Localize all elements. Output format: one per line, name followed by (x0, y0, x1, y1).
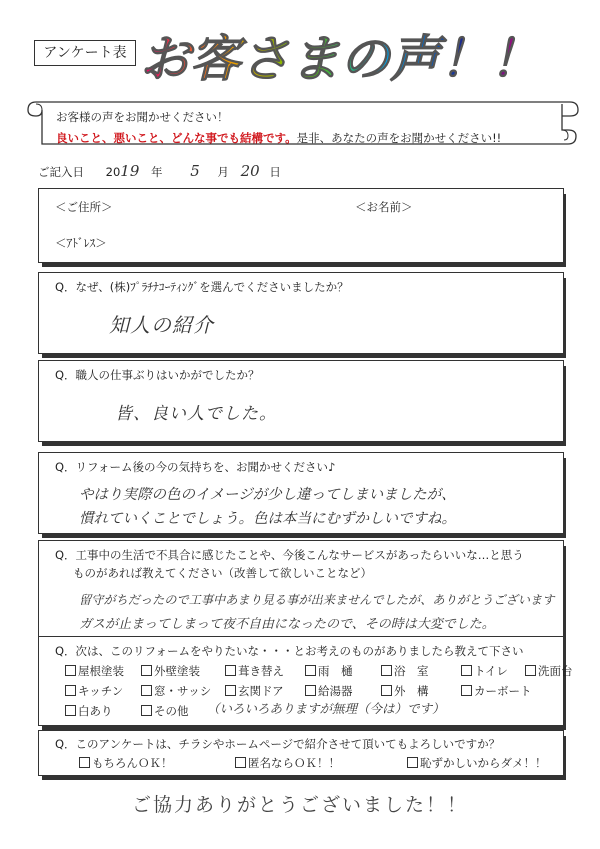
checkbox-icon (461, 685, 472, 696)
option-other[interactable]: その他 (141, 703, 189, 719)
option-anonymous-ok[interactable]: 匿名ならＯＫ！！ (235, 755, 340, 771)
q3-answer-line-2: 慣れていくことでしょう。色は本当にむずかしいですね。 (79, 511, 456, 527)
year-value: 19 (120, 162, 140, 180)
option-termite[interactable]: 白あり (65, 703, 113, 719)
option-gutter[interactable]: 雨 樋 (305, 663, 353, 679)
q4-answer-line-1: 留守がちだったので工事中あまり見る事が出来ませんでしたが、ありがとうございます (79, 593, 555, 607)
page-title-text: お客さまの声！！ (140, 30, 540, 88)
day-unit: 日 (269, 165, 281, 179)
q6-question: Q．このアンケートは、チラシやホームページで紹介させて頂いてもよろしいですか？ (55, 737, 501, 751)
option-carport[interactable]: カーボート (461, 683, 532, 699)
thanks-message: ご協力ありがとうございました！！ (131, 794, 468, 816)
q3-answer-line-1: やはり実際の色のイメージが少し違ってしまいましたが、 (79, 487, 456, 503)
intro-emphasis: 良いこと、悪いこと、どんな事でも結構です。 (56, 131, 297, 145)
checkbox-icon (141, 685, 152, 696)
month-value: 5 (190, 162, 200, 180)
checkbox-icon (65, 665, 76, 676)
customer-box (38, 188, 564, 263)
checkbox-icon (305, 685, 316, 696)
q5-question: Q．次は、このリフォームをやりたいな・・・とお考えのものがありましたら教えて下さい (55, 644, 524, 658)
checkbox-icon (381, 685, 392, 696)
entry-date (38, 162, 281, 180)
q4-question-line-1: Q．工事中の生活で不具合に感じたことや、今後こんなサービスがあったらいいな…と思う (55, 548, 524, 562)
date-label: ご記入日 (38, 165, 84, 179)
q4-answer-line-2: ガスが止まってしまって夜不自由になったので、その時は大変でした。 (79, 617, 495, 632)
option-reroof[interactable]: 葺き替え (225, 663, 284, 679)
option-window[interactable]: 窓・サッシ (141, 683, 211, 699)
checkbox-icon (79, 757, 90, 768)
email-label: ＜ｱﾄﾞﾚｽ＞ (55, 236, 107, 250)
option-washstand[interactable]: 洗面台 (525, 663, 573, 679)
option-roof-paint[interactable]: 屋根塗装 (65, 663, 124, 679)
intro-rest: 是非、あなたの声をお聞かせください!! (296, 131, 502, 145)
option-kitchen[interactable]: キッチン (65, 683, 123, 699)
intro-line-2 (56, 130, 501, 146)
q2-question: Q．職人の仕事ぶりはいかがでしたか？ (55, 368, 260, 382)
option-ok[interactable]: もちろんＯＫ！ (79, 755, 173, 771)
q3-question: Q．リフォーム後の今の気持ちを、お聞かせください♪ (55, 460, 336, 474)
q2-box (38, 360, 564, 442)
year-unit: 年 (151, 165, 163, 179)
q5-options (65, 663, 573, 723)
q4-question-line-2: ものがあれば教えてください（改善して欲しいことなど） (73, 566, 372, 580)
checkbox-icon (461, 665, 472, 676)
q6-options (79, 755, 549, 771)
option-entrance-door[interactable]: 玄関ドア (225, 683, 284, 699)
q1-box (38, 272, 564, 354)
checkbox-icon (407, 757, 418, 768)
checkbox-icon (65, 705, 76, 716)
option-bathroom[interactable]: 浴 室 (381, 663, 429, 679)
year-prefix: 20 (105, 165, 121, 179)
option-water-heater[interactable]: 給湯器 (305, 683, 353, 699)
checkbox-icon (305, 665, 316, 676)
q1-answer: 知人の紹介 (109, 313, 214, 337)
option-toilet[interactable]: トイレ (461, 663, 508, 679)
q1-question: Q．なぜ、(株)ﾌﾟﾗﾁﾅｺｰﾃｨﾝｸﾞを選んでくださいましたか？ (55, 280, 349, 294)
q2-answer: 皆、良い人でした。 (115, 404, 277, 424)
name-label: ＜お名前＞ (355, 200, 413, 214)
checkbox-icon (141, 705, 152, 716)
intro-line-1: お客様の声をお聞かせください！ (56, 110, 229, 124)
month-unit: 月 (217, 165, 229, 179)
q4-box (38, 540, 564, 638)
page-title (140, 24, 540, 94)
q5-other-answer: （いろいろありますが無理（今は）です） (207, 701, 445, 716)
checkbox-icon (525, 665, 536, 676)
option-exterior[interactable]: 外 構 (381, 683, 429, 699)
q6-box (38, 730, 564, 776)
checkbox-icon (225, 665, 236, 676)
q3-box (38, 452, 564, 534)
day-value: 20 (240, 162, 260, 180)
survey-badge: アンケート表 (34, 40, 136, 66)
option-no[interactable]: 恥ずかしいからダメ！！ (407, 755, 547, 771)
checkbox-icon (235, 757, 246, 768)
option-wall-paint[interactable]: 外壁塗装 (141, 663, 200, 679)
checkbox-icon (381, 665, 392, 676)
address-label: ＜ご住所＞ (55, 200, 113, 214)
checkbox-icon (141, 665, 152, 676)
checkbox-icon (65, 685, 76, 696)
checkbox-icon (225, 685, 236, 696)
q5-box (38, 636, 573, 726)
